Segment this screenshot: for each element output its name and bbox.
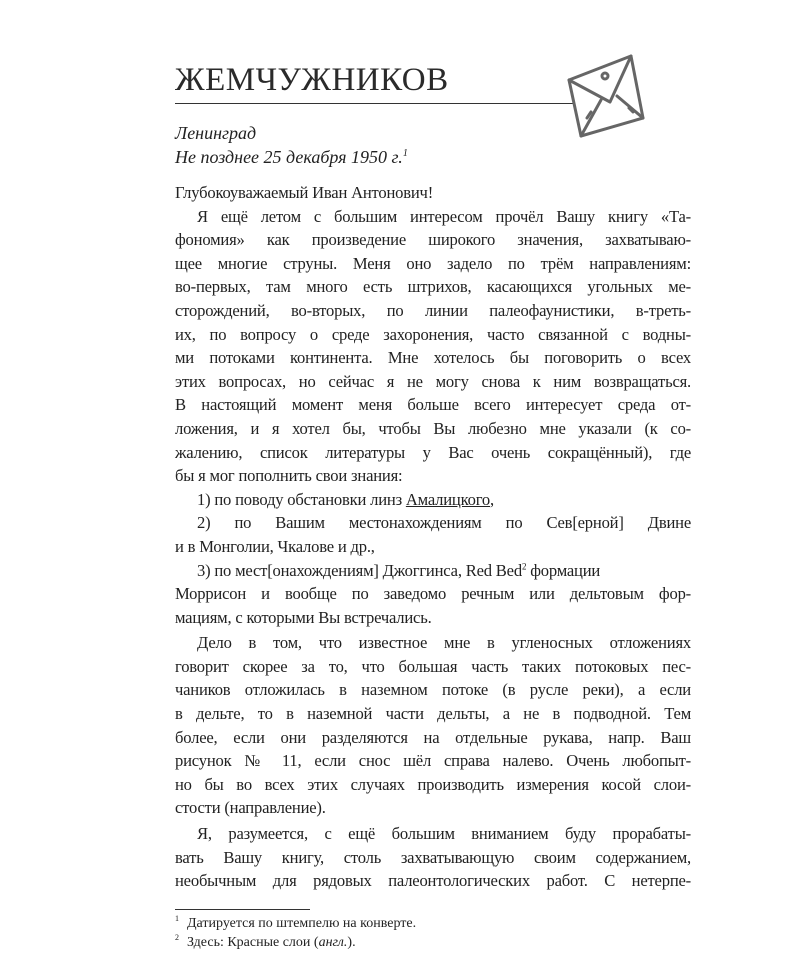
text-line: более, если они разделяются на отдельные рукава, напр. Ваш: [175, 727, 691, 747]
salutation: Глубокоуважаемый Иван Антонович!: [175, 183, 434, 202]
text-line: Моррисон и вообще по заведомо речным или дельтовым фор-: [175, 584, 691, 604]
text-line: Я, разумеется, с ещё большим вниманием буду прорабаты-: [197, 824, 691, 844]
text-line: Я ещё летом с большим интересом прочёл Вашу книгу «Та-: [197, 206, 691, 226]
footnote-1: $^1$ Датируется по штемпелю на конверте.: [175, 914, 417, 931]
text-line: говорит скорее за то, что большая часть таких потоковых пес-: [175, 656, 691, 676]
text-line: щее многие струны. Меня оно задело по трём направлениям:: [175, 253, 691, 273]
title-divider: [175, 103, 575, 104]
text-line: и в Монголии, Чкалове и др.,: [175, 536, 375, 556]
text-line: В настоящий момент меня больше всего интересует среда от-: [175, 395, 691, 415]
text-line: но бы во всех этих случаях производить измерения косой слои-: [175, 774, 691, 794]
text-line: во-первых, там много есть штрихов, касающихся угольных ме-: [175, 277, 691, 297]
text-line: ми потоками континента. Мне хотелось бы поговорить о всех: [175, 348, 691, 368]
footnote-ref: 2: [521, 560, 527, 571]
letter-body: [175, 181, 691, 893]
footnote-divider: [175, 909, 310, 910]
text-line: вать Вашу книгу, столь захватывающую своим содержанием,: [175, 847, 691, 867]
text-line: чаников отложилась в наземном потоке (в русле реки), а если: [175, 680, 691, 700]
footnote-2: $^2$ Здесь: Красные слои (англ.).: [175, 933, 356, 950]
text-line: жалению, список литературы у Вас очень сокращённый), где: [175, 442, 691, 462]
letter-date: Не позднее 25 декабря 1950 г.$^1$: [175, 147, 408, 167]
text-line: фономия» как произведение широкого значения, захватываю-: [175, 230, 691, 250]
text-line: их, по вопросу о среде захоронения, часто связанной с водны-: [175, 324, 691, 344]
text-line: этих вопросах, но сейчас я не могу снова к ним возвращаться.: [175, 371, 691, 391]
footnotes: [175, 914, 416, 952]
text-line: Дело в том, что известное мне в угленосных отложениях: [197, 633, 691, 653]
underlined-name: Амалицкого: [405, 489, 491, 509]
page-title: ЖЕМЧУЖНИКОВ: [175, 62, 449, 98]
text-line: мациям, с которыми Вы встречались.: [175, 607, 432, 627]
envelope-icon: [565, 50, 645, 140]
text-line: необычным для рядовых палеонтологических работ. С нетерпе-: [175, 871, 691, 891]
list-item-1: 1) по поводу обстановки линз Амалицкого,: [197, 489, 494, 509]
text-line: сторождений, во-вторых, по линии палеофаунистики, в-треть-: [175, 300, 691, 320]
letter-place: Ленинград: [175, 123, 257, 143]
footnote-ref: 1: [402, 148, 408, 159]
text-line: стости (направление).: [175, 798, 326, 818]
list-item-3: 3) по мест[онахождениям] Джоггинса, Red Bed$^2$ формации: [197, 560, 601, 580]
text-line: ложения, и я хотел бы, чтобы Вы любезно мне указали (к со-: [175, 418, 691, 438]
text-line: в дельте, то в наземной части дельты, а не в подводной. Тем: [175, 704, 691, 724]
list-item-2: 2) по Вашим местонахождениям по Сев[ерной] Двине: [197, 513, 691, 533]
text-line: бы я мог пополнить свои знания:: [175, 466, 403, 486]
letter-heading: [175, 121, 408, 169]
text-line: рисунок № 11, если снос шёл справа налево. Очень любопыт-: [175, 751, 691, 771]
